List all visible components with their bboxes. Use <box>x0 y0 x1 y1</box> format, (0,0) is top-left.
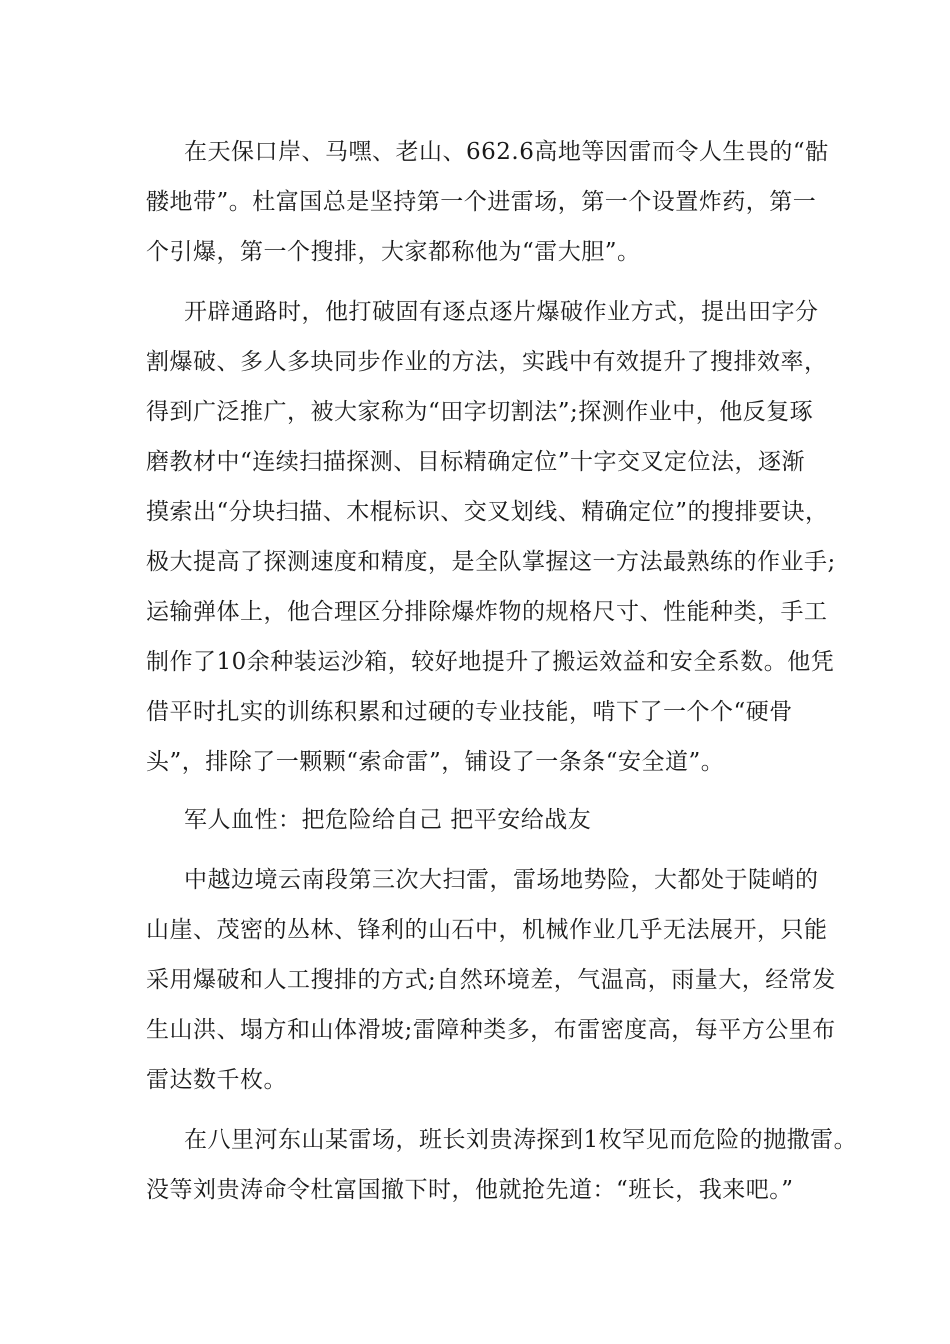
text-line: 军人血性：把危险给自己 把平安给战友 <box>184 807 592 833</box>
text-line: 雷达数千枚。 <box>146 1067 287 1093</box>
text-line: 采用爆破和人工搜排的方式;自然环境差，气温高，雨量大，经常发 <box>146 967 836 993</box>
text-line: 在八里河东山某雷场，班长刘贵涛探到1枚罕见而危险的抛撒雷。 <box>184 1127 858 1153</box>
text-line: 借平时扎实的训练积累和过硬的专业技能，啃下了一个个“硬骨 <box>146 699 793 725</box>
text-line: 磨教材中“连续扫描探测、目标精确定位”十字交叉定位法，逐渐 <box>146 449 806 475</box>
text-line: 得到广泛推广，被大家称为“田字切割法”;探测作业中，他反复琢 <box>146 399 814 425</box>
text-line: 没等刘贵涛命令杜富国撤下时，他就抢先道：“班长，我来吧。” <box>146 1177 794 1203</box>
text-line: 中越边境云南段第三次大扫雷，雷场地势险，大都处于陡峭的 <box>184 867 819 893</box>
text-line: 头”，排除了一颗颗“索命雷”，铺设了一条条“安全道”。 <box>146 749 725 775</box>
text-line: 运输弹体上，他合理区分排除爆炸物的规格尺寸、性能种类，手工 <box>146 599 828 625</box>
text-line: 极大提高了探测速度和精度，是全队掌握这一方法最熟练的作业手; <box>146 549 836 575</box>
text-line: 割爆破、多人多块同步作业的方法，实践中有效提升了搜排效率， <box>146 349 828 375</box>
text-line: 髅地带”。杜富国总是坚持第一个进雷场，第一个设置炸药，第一 <box>146 189 817 215</box>
text-line: 摸索出“分块扫描、木棍标识、交叉划线、精确定位”的搜排要诀， <box>146 499 829 525</box>
text-line: 在天保口岸、马嘿、老山、662.6高地等因雷而令人生畏的“骷 <box>184 139 829 165</box>
text-line: 山崖、茂密的丛林、锋利的山石中，机械作业几乎无法展开，只能 <box>146 917 828 943</box>
text-line: 开辟通路时，他打破固有逐点逐片爆破作业方式，提出田字分 <box>184 299 819 325</box>
text-line: 个引爆，第一个搜排，大家都称他为“雷大胆”。 <box>146 239 641 265</box>
text-line: 生山洪、塌方和山体滑坡;雷障种类多，布雷密度高，每平方公里布 <box>146 1017 836 1043</box>
text-line: 制作了10余种装运沙箱，较好地提升了搬运效益和安全系数。他凭 <box>146 649 835 675</box>
